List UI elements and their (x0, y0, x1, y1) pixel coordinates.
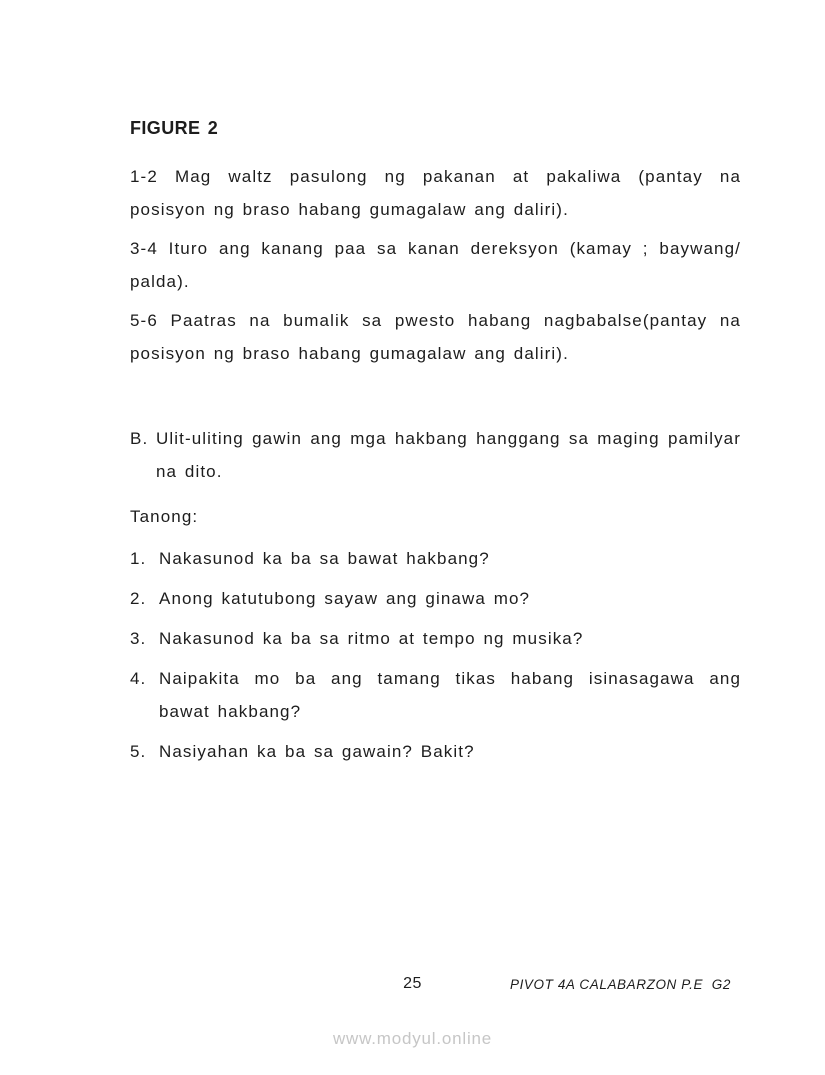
paragraph-step-3-4: 3-4 Ituro ang kanang paa sa kanan dereksyon (kamay ; baywang/ palda). (130, 239, 741, 291)
question-item-1 (130, 542, 741, 575)
question-number: 1. (130, 549, 147, 568)
figure-heading: FIGURE 2 (130, 118, 219, 138)
question-text: Naipakita mo ba ang tamang tikas habang isinasagawa ang bawat hakbang? (159, 669, 741, 721)
footer-source: PIVOT 4A CALABARZON P.E G2 (509, 977, 731, 992)
question-text: Nasiyahan ka ba sa gawain? Bakit? (159, 742, 475, 761)
question-item-4 (130, 662, 741, 728)
question-number: 5. (130, 742, 147, 761)
paragraph-step-5-6: 5-6 Paatras na bumalik sa pwesto habang nagbabalse(pantay na posisyon ng braso habang gumagalaw ang daliri). (130, 311, 741, 363)
question-number: 4. (130, 669, 147, 688)
questions-label: Tanong: (130, 507, 199, 526)
question-number: 2. (130, 589, 147, 608)
question-item-3 (130, 622, 741, 655)
page-content (130, 118, 741, 775)
watermark: www.modyul.online (332, 1029, 493, 1048)
paragraph-step-1-2: 1-2 Mag waltz pasulong ng pakanan at pakaliwa (pantay na posisyon ng braso habang gumagalaw ang daliri). (130, 167, 741, 219)
item-b-marker: B. (130, 429, 149, 448)
question-text: Anong katutubong sayaw ang ginawa mo? (159, 589, 531, 608)
question-number: 3. (130, 629, 147, 648)
question-item-5 (130, 735, 741, 768)
question-item-2 (130, 582, 741, 615)
question-text: Nakasunod ka ba sa bawat hakbang? (159, 549, 490, 568)
question-text: Nakasunod ka ba sa ritmo at tempo ng musika? (159, 629, 584, 648)
page-number: 25 (403, 975, 422, 992)
item-b-text: Ulit-uliting gawin ang mga hakbang hanggang sa maging pamilyar na dito. (156, 429, 741, 481)
instruction-item-b (130, 422, 741, 488)
